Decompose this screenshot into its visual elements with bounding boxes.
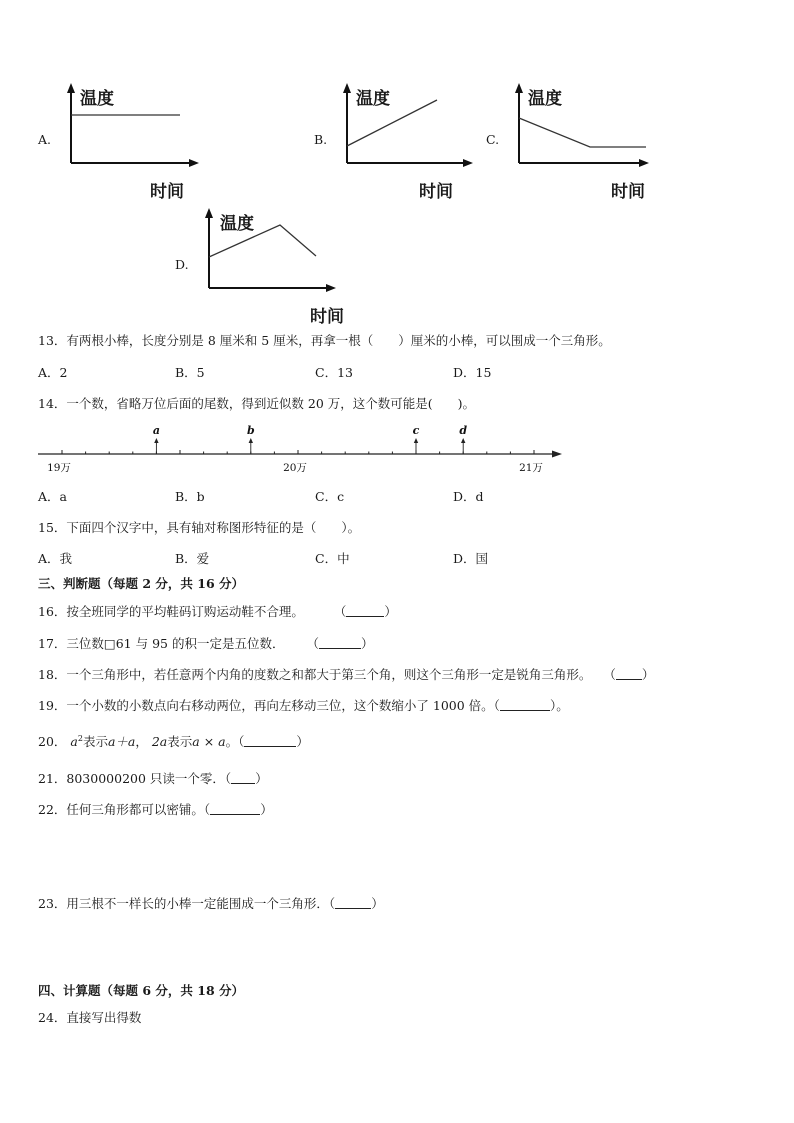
question-number: 22． bbox=[38, 802, 67, 817]
x-axis-arrow bbox=[326, 284, 336, 292]
question-15 bbox=[38, 522, 360, 535]
option-b[interactable]: B．b bbox=[175, 489, 205, 504]
option-a[interactable]: A．a bbox=[38, 489, 67, 504]
paren-close: ） bbox=[384, 604, 397, 619]
question-text: 任何三角形都可以密铺。 bbox=[66, 802, 204, 817]
answer-blank[interactable] bbox=[319, 637, 361, 649]
paren-close: ） bbox=[360, 636, 374, 651]
question-number: 14． bbox=[38, 396, 67, 411]
tick-label: 21万 bbox=[519, 462, 543, 474]
question-text: 一个数，省略万位后面的尾数，得到近似数 20 万，这个数可能是( )。 bbox=[66, 396, 476, 411]
question-text: 用三根不一样长的小棒一定能围成一个三角形． bbox=[66, 896, 329, 911]
question-number: 19． bbox=[38, 698, 67, 713]
y-axis-label: 温度 bbox=[528, 89, 562, 109]
point-a bbox=[153, 424, 160, 454]
question-21 bbox=[38, 772, 268, 786]
question-number: 24． bbox=[38, 1010, 67, 1025]
answer-blank[interactable] bbox=[244, 735, 296, 747]
option-letter: B. bbox=[314, 132, 328, 147]
paren-open: （ bbox=[333, 604, 347, 619]
paren-open: （ bbox=[203, 802, 211, 817]
point-label: a bbox=[152, 424, 160, 437]
x-axis-arrow bbox=[463, 159, 473, 167]
answer-blank[interactable] bbox=[335, 897, 371, 909]
question-text: 8030000200 只读一个零． bbox=[66, 771, 225, 786]
point-label: b bbox=[246, 424, 255, 437]
option-d[interactable]: D．国 bbox=[453, 551, 489, 566]
point-c bbox=[413, 424, 420, 454]
x-axis-label: 时间 bbox=[310, 307, 344, 327]
option-letter: D. bbox=[175, 257, 189, 272]
period: 。 bbox=[225, 734, 239, 750]
paren-open: （ bbox=[306, 636, 319, 651]
x-axis-arrow bbox=[639, 159, 649, 167]
question-text: 下面四个汉字中，具有轴对称图形特征的是（ ）。 bbox=[66, 520, 361, 535]
paren-open: （ bbox=[224, 771, 232, 786]
paren-open: （ bbox=[328, 896, 336, 911]
tick-label: 20万 bbox=[283, 462, 307, 474]
question-18 bbox=[38, 668, 654, 682]
temperature-line bbox=[519, 118, 646, 147]
question-text: 有两根小棒，长度分别是 8 厘米和 5 厘米，再拿一根（ ）厘米的小棒，可以围成一个三角形。 bbox=[66, 333, 611, 348]
option-a[interactable]: A．2 bbox=[38, 365, 68, 380]
point-arrow-head bbox=[461, 438, 465, 443]
question-text: 按全班同学的平均鞋码订购运动鞋不合理。 bbox=[66, 604, 304, 619]
paren-close: ） bbox=[641, 667, 655, 682]
question-text: 一个小数的小数点向右移动两位，再向左移动三位，这个数缩小了 1000 倍。 bbox=[66, 698, 494, 713]
coefficient-2a: 2a bbox=[151, 734, 168, 750]
number-line bbox=[30, 420, 570, 478]
point-arrow-head bbox=[154, 438, 158, 443]
answer-blank[interactable] bbox=[500, 699, 550, 711]
point-b bbox=[247, 424, 255, 454]
question-text: 直接写出得数 bbox=[66, 1010, 142, 1025]
question-number: 13． bbox=[38, 333, 67, 348]
tick-label: 19万 bbox=[47, 462, 71, 474]
answer-blank[interactable] bbox=[616, 668, 642, 680]
option-letter: A. bbox=[38, 132, 52, 147]
paren-close: ）。 bbox=[549, 698, 569, 713]
question-number: 20． bbox=[38, 734, 67, 750]
paren-close: ） bbox=[260, 802, 273, 817]
point-d bbox=[459, 424, 467, 454]
point-arrow-head bbox=[414, 438, 418, 443]
x-axis-label: 时间 bbox=[419, 182, 453, 202]
y-axis-label: 温度 bbox=[80, 89, 114, 109]
answer-blank[interactable] bbox=[346, 605, 384, 617]
option-d[interactable]: D．15 bbox=[453, 365, 492, 380]
option-a[interactable]: A．我 bbox=[38, 551, 73, 566]
question-number: 21． bbox=[38, 771, 67, 786]
point-label: c bbox=[412, 424, 420, 437]
separator: ， bbox=[135, 734, 148, 750]
option-c[interactable]: C．13 bbox=[315, 365, 353, 380]
question-text: 三位数□61 与 95 的积一定是五位数． bbox=[66, 636, 285, 651]
question-20 bbox=[38, 735, 309, 749]
x-axis-label: 时间 bbox=[611, 182, 645, 202]
expression-a-times-a: a × a bbox=[192, 734, 226, 750]
question-number: 23． bbox=[38, 896, 67, 911]
y-axis-arrow bbox=[67, 83, 75, 93]
y-axis-label: 温度 bbox=[356, 89, 390, 109]
x-axis-arrow bbox=[189, 159, 199, 167]
question-number: 18． bbox=[38, 667, 67, 682]
answer-blank[interactable] bbox=[210, 803, 260, 815]
paren-open: （ bbox=[493, 698, 500, 713]
y-axis-arrow bbox=[343, 83, 351, 93]
paren-open: （ bbox=[603, 667, 616, 682]
paren-close: ） bbox=[371, 896, 384, 911]
question-19 bbox=[38, 699, 569, 713]
question-number: 16． bbox=[38, 604, 67, 619]
expression-a-plus-a: a＋a bbox=[107, 734, 136, 750]
paren-open: （ bbox=[238, 734, 245, 750]
point-label: d bbox=[459, 424, 468, 437]
paren-close: ） bbox=[296, 734, 309, 750]
option-b[interactable]: B．爱 bbox=[175, 551, 210, 566]
x-axis-label: 时间 bbox=[150, 182, 184, 202]
phrase-represents: 表示 bbox=[82, 734, 108, 750]
question-17 bbox=[38, 637, 373, 651]
option-c[interactable]: C．中 bbox=[315, 551, 350, 566]
question-number: 15． bbox=[38, 520, 67, 535]
phrase-represents: 表示 bbox=[167, 734, 193, 750]
y-axis-label: 温度 bbox=[220, 214, 254, 234]
question-23 bbox=[38, 897, 384, 911]
option-b[interactable]: B．5 bbox=[175, 365, 205, 380]
question-number: 17． bbox=[38, 636, 67, 651]
number-line-arrow bbox=[552, 451, 562, 458]
paren-close: ） bbox=[255, 771, 268, 786]
question-text: 一个三角形中，若任意两个内角的度数之和都大于第三个角，则这个三角形一定是锐角三角形。 bbox=[66, 667, 592, 682]
option-letter: C. bbox=[486, 132, 500, 147]
variable-a: a bbox=[70, 734, 78, 750]
question-22 bbox=[38, 803, 273, 817]
question-14 bbox=[38, 398, 475, 411]
question-16 bbox=[38, 605, 397, 619]
y-axis-arrow bbox=[515, 83, 523, 93]
question-13 bbox=[38, 335, 611, 348]
option-c[interactable]: C．c bbox=[315, 489, 345, 504]
y-axis-arrow bbox=[205, 208, 213, 218]
question-24 bbox=[38, 1012, 141, 1025]
option-d[interactable]: D．d bbox=[453, 489, 484, 504]
section-4-title: 四、计算题（每题 6 分，共 18 分） bbox=[38, 983, 245, 998]
exponent: 2 bbox=[77, 734, 83, 743]
point-arrow-head bbox=[249, 438, 253, 443]
answer-blank[interactable] bbox=[231, 772, 255, 784]
section-3-title: 三、判断题（每题 2 分，共 16 分） bbox=[38, 576, 245, 591]
